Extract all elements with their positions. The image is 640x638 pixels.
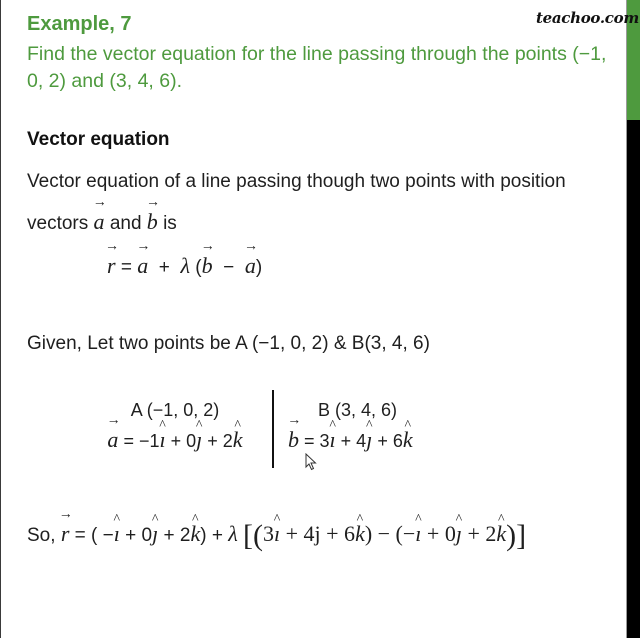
text: + 4j + 6 <box>280 521 356 546</box>
text: vectors <box>27 213 89 234</box>
text: is <box>163 213 177 234</box>
vector-r: → r <box>107 253 116 279</box>
i-hat: ^ ı <box>114 521 120 547</box>
vector-r: → r <box>61 521 70 547</box>
k-hat: ^ k <box>355 521 365 547</box>
i-hat: ^ ı <box>274 521 280 547</box>
text: So, <box>27 525 56 546</box>
bracket: )] <box>506 519 527 552</box>
vector-a: → a <box>245 253 256 279</box>
question-text: Find the vector equation for the line passing through the points (−1, 0, 2) and (3, 4, 6). <box>27 43 607 92</box>
point-b-label: B (3, 4, 6) <box>318 400 398 420</box>
text: ) − (− <box>364 521 416 546</box>
point-b-vector <box>280 427 460 453</box>
i-hat: ^ ı <box>330 427 336 453</box>
text: = −1 <box>123 431 160 451</box>
point-a-vector <box>80 427 270 453</box>
vector-b: → b <box>202 253 213 279</box>
text: = 3 <box>304 431 330 451</box>
j-hat: ^ ȷ <box>152 521 158 547</box>
point-b-block <box>280 400 460 453</box>
scrollbar[interactable] <box>626 0 640 638</box>
text: + 0 <box>119 525 153 546</box>
text: ) + <box>200 525 229 546</box>
final-equation <box>27 519 526 553</box>
line-formula <box>107 253 262 279</box>
paren: ( <box>195 257 202 278</box>
teachoo-logo: teachoo.com <box>536 9 639 27</box>
vector-b: → b <box>288 427 299 453</box>
paren: ) <box>255 257 263 278</box>
text: + 2 <box>461 521 497 546</box>
vector-a: → a <box>107 427 118 453</box>
text: = ( − <box>74 525 114 546</box>
i-hat: ^ ı <box>415 521 421 547</box>
intro-line-2 <box>27 209 177 235</box>
k-hat: ^ k <box>403 427 413 453</box>
point-a-block <box>80 400 270 453</box>
text: + 4 <box>335 431 367 451</box>
column-divider <box>272 390 274 468</box>
lambda: λ <box>180 253 190 278</box>
example-title: Example, 7 <box>27 13 132 35</box>
intro-line-1: Vector equation of a line passing though two points with position <box>27 171 566 192</box>
point-a-label: A (−1, 0, 2) <box>130 400 220 420</box>
vector-a: → a <box>137 253 148 279</box>
vector-a: → a <box>94 209 105 235</box>
text: + 0 <box>165 431 197 451</box>
text: + 6 <box>372 431 403 451</box>
k-hat: ^ k <box>190 521 200 547</box>
text: and <box>109 213 142 234</box>
j-hat: ^ ȷ <box>456 521 462 547</box>
plus: + <box>158 257 170 278</box>
text: 3 <box>263 521 274 546</box>
text: + 0 <box>421 521 456 546</box>
given-text: Given, Let two points be A (−1, 0, 2) & B(3, 4, 6) <box>27 333 430 354</box>
text: + 2 <box>158 525 191 546</box>
lambda: λ <box>228 521 238 546</box>
k-hat: ^ k <box>233 427 243 453</box>
k-hat: ^ k <box>496 521 506 547</box>
vector-b: → b <box>147 209 158 235</box>
j-hat: ^ ȷ <box>196 427 202 453</box>
bracket: [( <box>243 519 263 552</box>
equals: = <box>120 257 132 278</box>
i-hat: ^ ı <box>159 427 165 453</box>
minus: − <box>223 257 235 278</box>
left-border <box>0 0 1 638</box>
j-hat: ^ ȷ <box>366 427 372 453</box>
section-heading: Vector equation <box>27 129 170 150</box>
text: + 2 <box>202 431 233 451</box>
